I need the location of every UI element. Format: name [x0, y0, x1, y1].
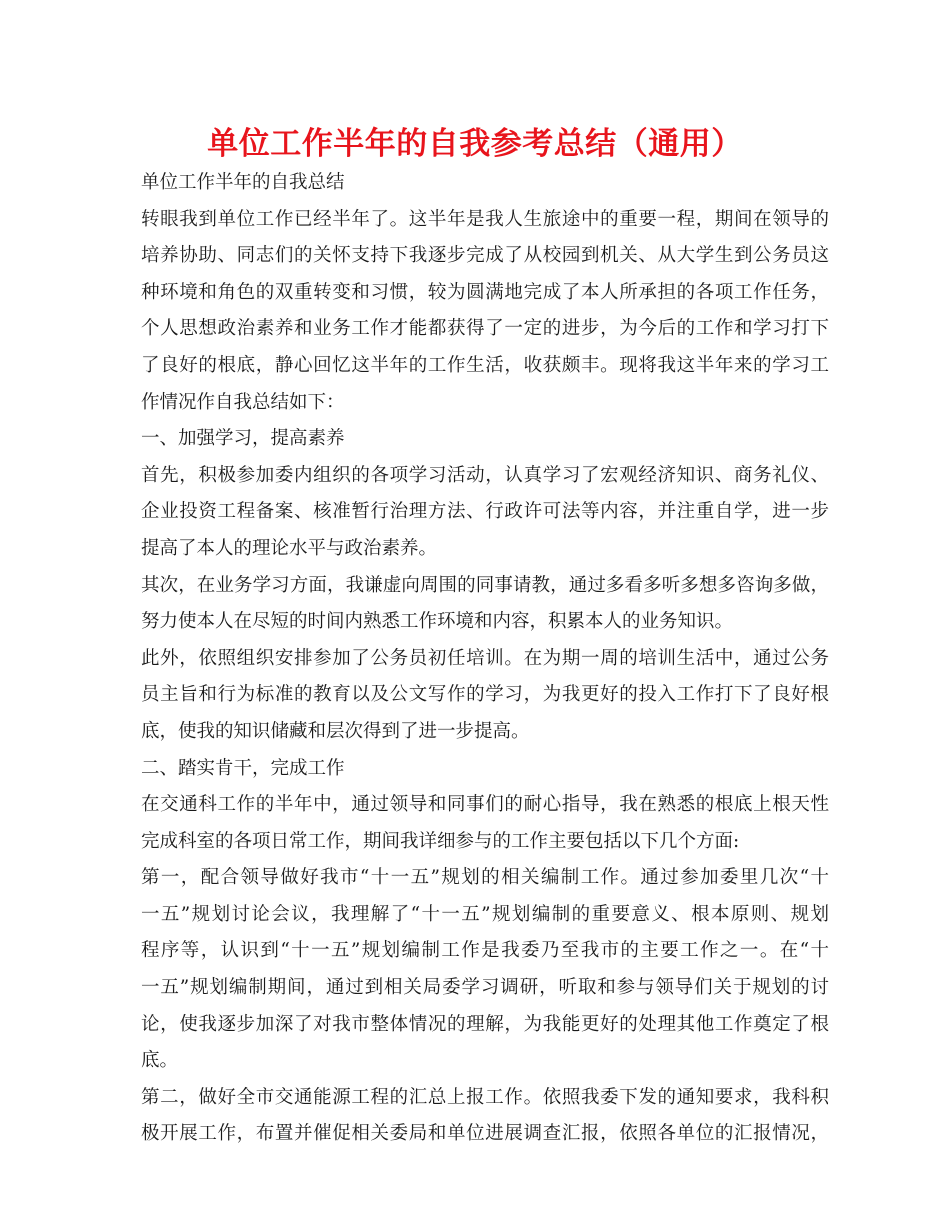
- paragraph-line: 种环境和角色的双重转变和习惯，较为圆满地完成了本人所承担的各项工作任务，: [141, 281, 829, 303]
- paragraph-line: 了良好的根底，静心回忆这半年的工作生活，收获颇丰。现将我这半年来的学习工: [141, 354, 829, 376]
- paragraph-line: 底，使我的知识储藏和层次得到了进一步提高。: [141, 720, 530, 742]
- subtitle-line: 单位工作半年的自我总结: [141, 172, 345, 193]
- paragraph-line: 首先，积极参加委内组织的各项学习活动，认真学习了宏观经济知识、商务礼仪、: [141, 464, 829, 486]
- paragraph-line: 企业投资工程备案、核准暂行治理方法、行政许可法等内容，并注重自学，进一步: [141, 501, 829, 523]
- paragraph-line: 论，使我逐步加深了对我市整体情况的理解，为我能更好的处理其他工作奠定了根: [141, 1013, 829, 1035]
- paragraph-line: 努力使本人在尽短的时间内熟悉工作环境和内容，积累本人的业务知识。: [141, 611, 734, 633]
- paragraph-line: 底。: [141, 1050, 179, 1072]
- paragraph-line: 提高了本人的理论水平与政治素养。: [141, 537, 438, 559]
- document-title: 单位工作半年的自我参考总结（通用）: [207, 126, 743, 162]
- paragraph-line: 一五”规划讨论会议，我理解了“十一五”规划编制的重要意义、根本原则、规划: [141, 903, 829, 925]
- paragraph-line: 程序等，认识到“十一五”规划编制工作是我委乃至我市的主要工作之一。在“十: [141, 940, 829, 962]
- paragraph-line: 转眼我到单位工作已经半年了。这半年是我人生旅途中的重要一程，期间在领导的: [141, 208, 829, 230]
- paragraph-line: 此外，依照组织安排参加了公务员初任培训。在为期一周的培训生活中，通过公务: [141, 647, 829, 669]
- paragraph-line: 其次，在业务学习方面，我谦虚向周围的同事请教，通过多看多听多想多咨询多做，: [141, 574, 829, 596]
- paragraph-line: 在交通科工作的半年中，通过领导和同事们的耐心指导，我在熟悉的根底上根天性: [141, 794, 829, 816]
- paragraph-line: 极开展工作，布置并催促相关委局和单位进展调查汇报，依照各单位的汇报情况，: [141, 1123, 829, 1145]
- section-heading: 一、加强学习，提高素养: [141, 428, 345, 450]
- paragraph-line: 完成科室的各项日常工作，期间我详细参与的工作主要包括以下几个方面:: [141, 830, 740, 852]
- paragraph-line: 一五”规划编制期间，通过到相关局委学习调研，听取和参与领导们关于规划的讨: [141, 977, 829, 999]
- section-heading: 二、踏实肯干，完成工作: [141, 757, 345, 779]
- paragraph-line: 第一，配合领导做好我市“十一五”规划的相关编制工作。通过参加委里几次“十: [141, 867, 829, 889]
- paragraph-line: 第二，做好全市交通能源工程的汇总上报工作。依照我委下发的通知要求，我科积: [141, 1086, 829, 1108]
- paragraph-line: 培养协助、同志们的关怀支持下我逐步完成了从校园到机关、从大学生到公务员这: [141, 245, 829, 267]
- document-body: [141, 165, 829, 1153]
- paragraph-line: 个人思想政治素养和业务工作才能都获得了一定的进步，为今后的工作和学习打下: [141, 318, 829, 340]
- paragraph-line: 作情况作自我总结如下：: [141, 391, 345, 413]
- paragraph-line: 员主旨和行为标准的教育以及公文写作的学习，为我更好的投入工作打下了良好根: [141, 684, 829, 706]
